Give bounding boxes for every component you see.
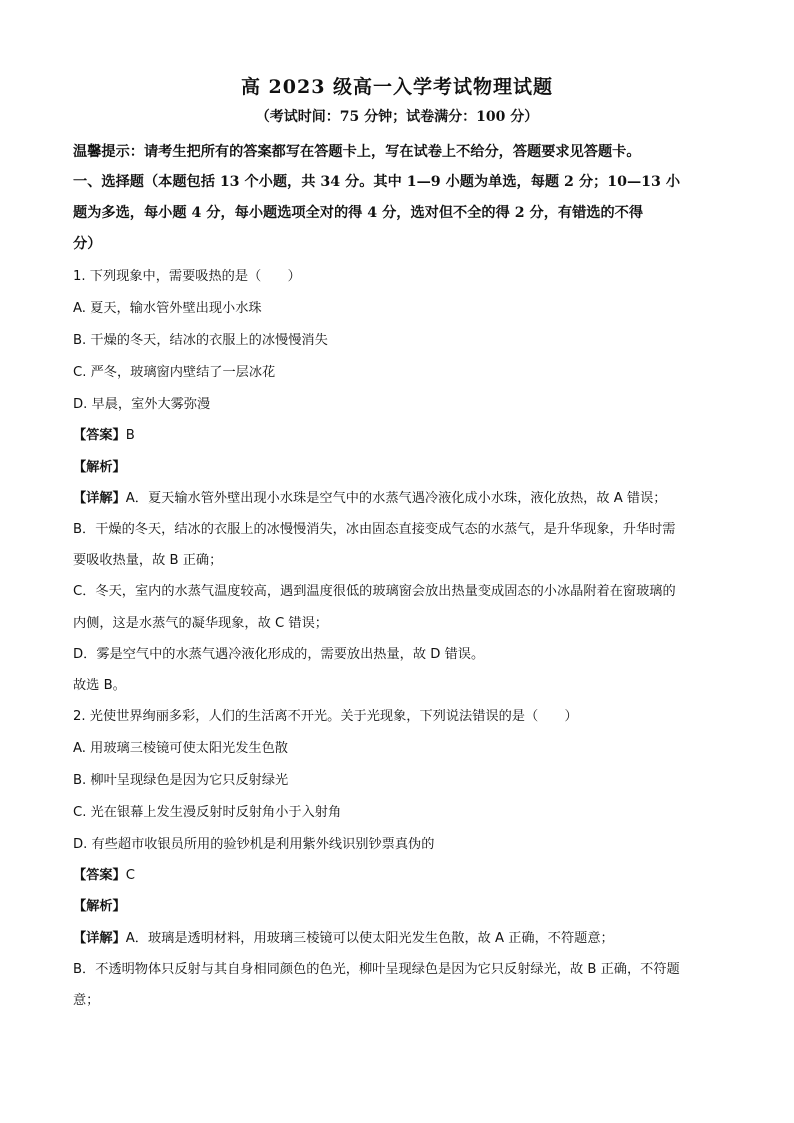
question-2-option-c: C. 光在银幕上发生漫反射时反射角小于入射角 bbox=[73, 805, 342, 820]
question-1-option-d: D. 早晨，室外大雾弥漫 bbox=[73, 397, 211, 412]
answer-label: 【答案】 bbox=[73, 428, 126, 443]
question-1-detail-6: D．雾是空气中的水蒸气遇冷液化形成的，需要放出热量，故 D 错误。 bbox=[73, 647, 485, 662]
question-2-option-b: B. 柳叶呈现绿色是因为它只反射绿光 bbox=[73, 773, 289, 788]
question-1-detail-4: C．冬天，室内的水蒸气温度较高，遇到温度很低的玻璃窗会放出热量变成固态的小冰晶附着在窗玻璃的 bbox=[73, 584, 676, 599]
question-1-answer bbox=[73, 424, 733, 443]
section-heading-line2: 题为多选，每小题 4 分，每小题选项全对的得 4 分，选对但不全的得 2 分，有错选的不得 bbox=[73, 205, 644, 221]
question-1-option-b: B. 干燥的冬天，结冰的衣服上的冰慢慢消失 bbox=[73, 333, 328, 348]
answer-value: C bbox=[125, 868, 135, 883]
question-1-detail-3: 要吸收热量，故 B 正确； bbox=[73, 553, 223, 568]
question-1-option-a: A. 夏天，输水管外壁出现小水珠 bbox=[73, 301, 262, 316]
detail-label: 【详解】 bbox=[73, 931, 126, 946]
detail-text: A．玻璃是透明材料，用玻璃三棱镜可以使太阳光发生色散，故 A 正确，不符题意； bbox=[125, 931, 614, 946]
detail-label: 【详解】 bbox=[73, 491, 126, 506]
question-2-option-d: D. 有些超市收银员所用的验钞机是利用紫外线识别钞票真伪的 bbox=[73, 837, 435, 852]
question-2-detail-1 bbox=[73, 927, 733, 946]
question-1-analysis-label bbox=[73, 456, 733, 475]
detail-text: A．夏天输水管外壁出现小水珠是空气中的水蒸气遇冷液化成小水珠，液化放热，故 A 错误； bbox=[125, 491, 667, 506]
question-2-detail-2: B．不透明物体只反射与其自身相同颜色的色光，柳叶呈现绿色是因为它只反射绿光，故 B 正确，不符题 bbox=[73, 962, 680, 977]
notice: 温馨提示：请考生把所有的答案都写在答题卡上，写在试卷上不给分，答题要求见答题卡。 bbox=[73, 144, 641, 160]
section-heading-line1: 一、选择题（本题包括 13 个小题，共 34 分。其中 1—9 小题为单选，每题 2 分；10—13 小 bbox=[73, 174, 681, 190]
question-2-detail-3: 意； bbox=[73, 993, 100, 1008]
question-1-detail-1 bbox=[73, 487, 733, 506]
exam-info: （考试时间：75 分钟；试卷满分：100 分） bbox=[255, 109, 539, 125]
question-2-option-a: A. 用玻璃三棱镜可使太阳光发生色散 bbox=[73, 741, 288, 756]
answer-value: B bbox=[125, 428, 135, 443]
analysis-label: 【解析】 bbox=[73, 460, 126, 475]
question-2-stem: 2. 光使世界绚丽多彩，人们的生活离不开光。关于光现象，下列说法错误的是（ ） bbox=[73, 709, 578, 724]
question-1-detail-5: 内侧，这是水蒸气的凝华现象，故 C 错误； bbox=[73, 616, 328, 631]
question-2-answer bbox=[73, 864, 733, 883]
question-1-option-c: C. 严冬，玻璃窗内壁结了一层冰花 bbox=[73, 365, 276, 380]
question-1-detail-2: B．干燥的冬天，结冰的衣服上的冰慢慢消失，冰由固态直接变成气态的水蒸气，是升华现象，升华时需 bbox=[73, 522, 676, 537]
question-1-stem: 1. 下列现象中，需要吸热的是（ ） bbox=[73, 269, 301, 284]
page-title: 高 2023 级高一入学考试物理试题 bbox=[240, 76, 554, 98]
question-1-conclusion: 故选 B。 bbox=[73, 678, 126, 693]
answer-label: 【答案】 bbox=[73, 868, 126, 883]
analysis-label: 【解析】 bbox=[73, 899, 126, 914]
question-2-analysis-label bbox=[73, 895, 733, 914]
section-heading-line3: 分） bbox=[73, 236, 102, 252]
